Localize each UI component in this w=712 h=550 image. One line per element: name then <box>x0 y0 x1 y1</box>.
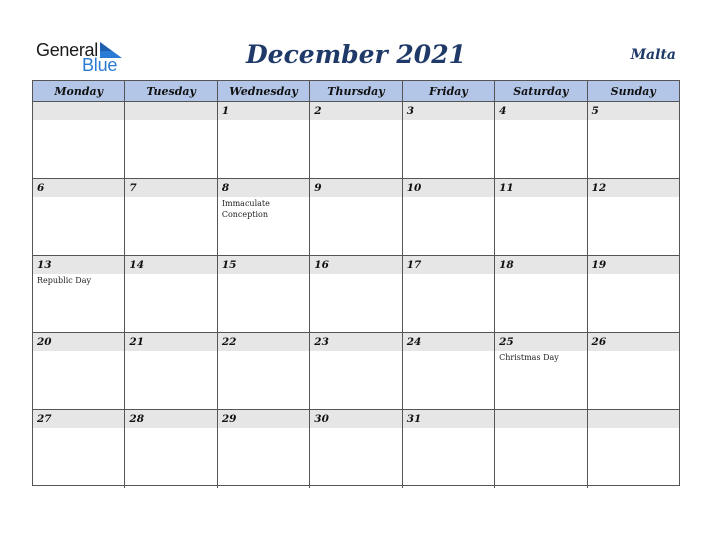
page-title: December 2021 <box>245 40 466 69</box>
calendar-grid <box>32 80 680 486</box>
day-number-bar <box>495 179 586 197</box>
day-number-bar <box>33 410 124 428</box>
day-number: 29 <box>221 413 237 425</box>
day-number-bar <box>310 410 401 428</box>
holiday-label <box>125 120 216 121</box>
holiday-label <box>495 274 586 275</box>
holiday-label <box>33 351 124 352</box>
day-number-bar <box>33 179 124 197</box>
holiday-label <box>125 274 216 275</box>
day-number: 19 <box>591 259 607 271</box>
day-number-bar <box>218 333 309 351</box>
calendar-day-cell <box>33 410 125 488</box>
holiday-label <box>33 120 124 121</box>
calendar-day-cell <box>310 333 402 409</box>
day-number-bar <box>125 179 216 197</box>
calendar-week-row <box>33 179 679 256</box>
calendar-day-cell <box>33 179 125 255</box>
calendar-week-row <box>33 102 679 179</box>
holiday-label <box>310 120 401 121</box>
holiday-label <box>33 197 124 198</box>
calendar-day-cell <box>588 410 679 488</box>
country-label: Malta <box>630 47 676 63</box>
holiday-label <box>403 274 494 275</box>
day-number: 17 <box>406 259 422 271</box>
calendar-day-cell <box>495 179 587 255</box>
calendar-weeks <box>33 102 679 488</box>
calendar-day-cell <box>33 256 125 332</box>
day-number: 20 <box>37 336 52 348</box>
calendar-day-cell <box>403 333 495 409</box>
calendar-day-cell <box>33 102 125 178</box>
day-number-bar <box>218 410 309 428</box>
day-number: 27 <box>37 413 52 425</box>
holiday-label: Republic Day <box>37 276 91 285</box>
day-number: 4 <box>499 105 507 117</box>
day-number: 12 <box>591 182 607 194</box>
day-number: 25 <box>499 336 514 348</box>
weekday-header-row <box>33 81 679 102</box>
calendar-day-cell <box>588 179 679 255</box>
day-number-bar <box>33 256 124 274</box>
day-number-bar <box>125 102 216 120</box>
day-number-bar <box>403 102 494 120</box>
calendar-day-cell <box>310 410 402 488</box>
holiday-label <box>588 274 679 275</box>
day-number-bar <box>403 256 494 274</box>
calendar-day-cell <box>588 333 679 409</box>
day-number-bar <box>218 256 309 274</box>
weekday-sunday: Sunday <box>610 85 656 98</box>
weekday-friday: Friday <box>403 81 495 101</box>
day-number: 18 <box>499 259 514 271</box>
day-number: 6 <box>37 182 45 194</box>
holiday-label <box>125 197 216 198</box>
day-number: 7 <box>129 182 137 194</box>
weekday-thursday: Thursday <box>310 81 402 101</box>
day-number-bar <box>495 102 586 120</box>
calendar-day-cell <box>310 179 402 255</box>
brand-line-general: General <box>36 40 98 60</box>
calendar-day-cell <box>403 102 495 178</box>
holiday-label <box>588 197 679 198</box>
calendar-day-cell <box>125 256 217 332</box>
holiday-label <box>310 428 401 429</box>
day-number-bar <box>588 256 679 274</box>
weekday-saturday: Saturday <box>495 81 587 101</box>
day-number-bar <box>588 102 679 120</box>
calendar-day-cell <box>588 102 679 178</box>
calendar-day-cell <box>403 256 495 332</box>
holiday-label <box>588 351 679 352</box>
day-number: 21 <box>129 336 145 348</box>
day-number: 22 <box>221 336 237 348</box>
calendar-day-cell <box>218 256 310 332</box>
holiday-label <box>125 428 216 429</box>
day-number: 11 <box>499 182 514 194</box>
holiday-label <box>310 197 401 198</box>
holiday-label <box>310 274 401 275</box>
day-number-bar <box>495 333 586 351</box>
holiday-label <box>218 274 309 275</box>
day-number: 31 <box>406 413 422 425</box>
day-number-bar <box>33 102 124 120</box>
holiday-label <box>495 197 586 198</box>
holiday-label <box>218 351 309 352</box>
day-number-bar <box>403 179 494 197</box>
day-number: 26 <box>591 336 607 348</box>
day-number-bar <box>588 179 679 197</box>
day-number: 28 <box>129 413 145 425</box>
day-number-bar <box>218 102 309 120</box>
day-number: 24 <box>406 336 422 348</box>
holiday-label: Christmas Day <box>499 353 559 362</box>
calendar-day-cell <box>495 256 587 332</box>
holiday-label <box>495 428 586 429</box>
holiday-label <box>33 428 124 429</box>
calendar-day-cell <box>125 179 217 255</box>
day-number-bar <box>403 333 494 351</box>
day-number-bar <box>218 179 309 197</box>
day-number-bar <box>125 410 216 428</box>
calendar-day-cell <box>495 410 587 488</box>
calendar-day-cell <box>218 333 310 409</box>
day-number-bar <box>125 256 216 274</box>
day-number: 10 <box>406 182 422 194</box>
day-number-bar <box>310 102 401 120</box>
calendar-day-cell <box>218 179 310 255</box>
day-number: 14 <box>129 259 145 271</box>
holiday-label <box>403 197 494 198</box>
day-number: 9 <box>314 182 322 194</box>
calendar-week-row <box>33 333 679 410</box>
day-number-bar <box>310 333 401 351</box>
calendar-day-cell <box>495 333 587 409</box>
holiday-label <box>403 428 494 429</box>
calendar-week-row <box>33 256 679 333</box>
weekday-tuesday: Tuesday <box>125 81 217 101</box>
day-number: 16 <box>314 259 329 271</box>
calendar-day-cell <box>495 102 587 178</box>
brand-line-blue: Blue <box>82 55 118 75</box>
calendar-day-cell <box>403 410 495 488</box>
calendar-day-cell <box>33 333 125 409</box>
day-number-bar <box>588 410 679 428</box>
holiday-label <box>218 120 309 121</box>
day-number-bar <box>495 410 586 428</box>
holiday-label <box>218 428 309 429</box>
day-number-bar <box>495 256 586 274</box>
weekday-monday: Monday <box>33 81 125 101</box>
holiday-label <box>310 351 401 352</box>
day-number: 2 <box>314 105 322 117</box>
holiday-label <box>495 120 586 121</box>
day-number-bar <box>33 333 124 351</box>
calendar-day-cell <box>218 410 310 488</box>
calendar-day-cell <box>125 102 217 178</box>
day-number-bar <box>310 179 401 197</box>
calendar-day-cell <box>403 179 495 255</box>
day-number: 23 <box>314 336 329 348</box>
holiday-label <box>588 428 679 429</box>
weekday-wednesday: Wednesday <box>218 81 310 101</box>
calendar-day-cell <box>588 256 679 332</box>
day-number: 15 <box>221 259 237 271</box>
day-number-bar <box>310 256 401 274</box>
day-number: 5 <box>591 105 599 117</box>
holiday-label <box>588 120 679 121</box>
day-number: 30 <box>314 413 329 425</box>
day-number-bar <box>125 333 216 351</box>
holiday-label <box>403 351 494 352</box>
day-number-bar <box>403 410 494 428</box>
calendar-day-cell <box>310 102 402 178</box>
calendar-day-cell <box>125 410 217 488</box>
calendar-week-row <box>33 410 679 488</box>
holiday-label <box>125 351 216 352</box>
holiday-label <box>403 120 494 121</box>
day-number-bar <box>588 333 679 351</box>
holiday-label: Immaculate Conception <box>221 199 270 219</box>
calendar-day-cell <box>218 102 310 178</box>
day-number: 8 <box>221 182 230 194</box>
day-number: 1 <box>221 105 230 117</box>
day-number: 3 <box>406 105 414 117</box>
calendar-day-cell <box>310 256 402 332</box>
day-number: 13 <box>37 259 52 271</box>
calendar-day-cell <box>125 333 217 409</box>
